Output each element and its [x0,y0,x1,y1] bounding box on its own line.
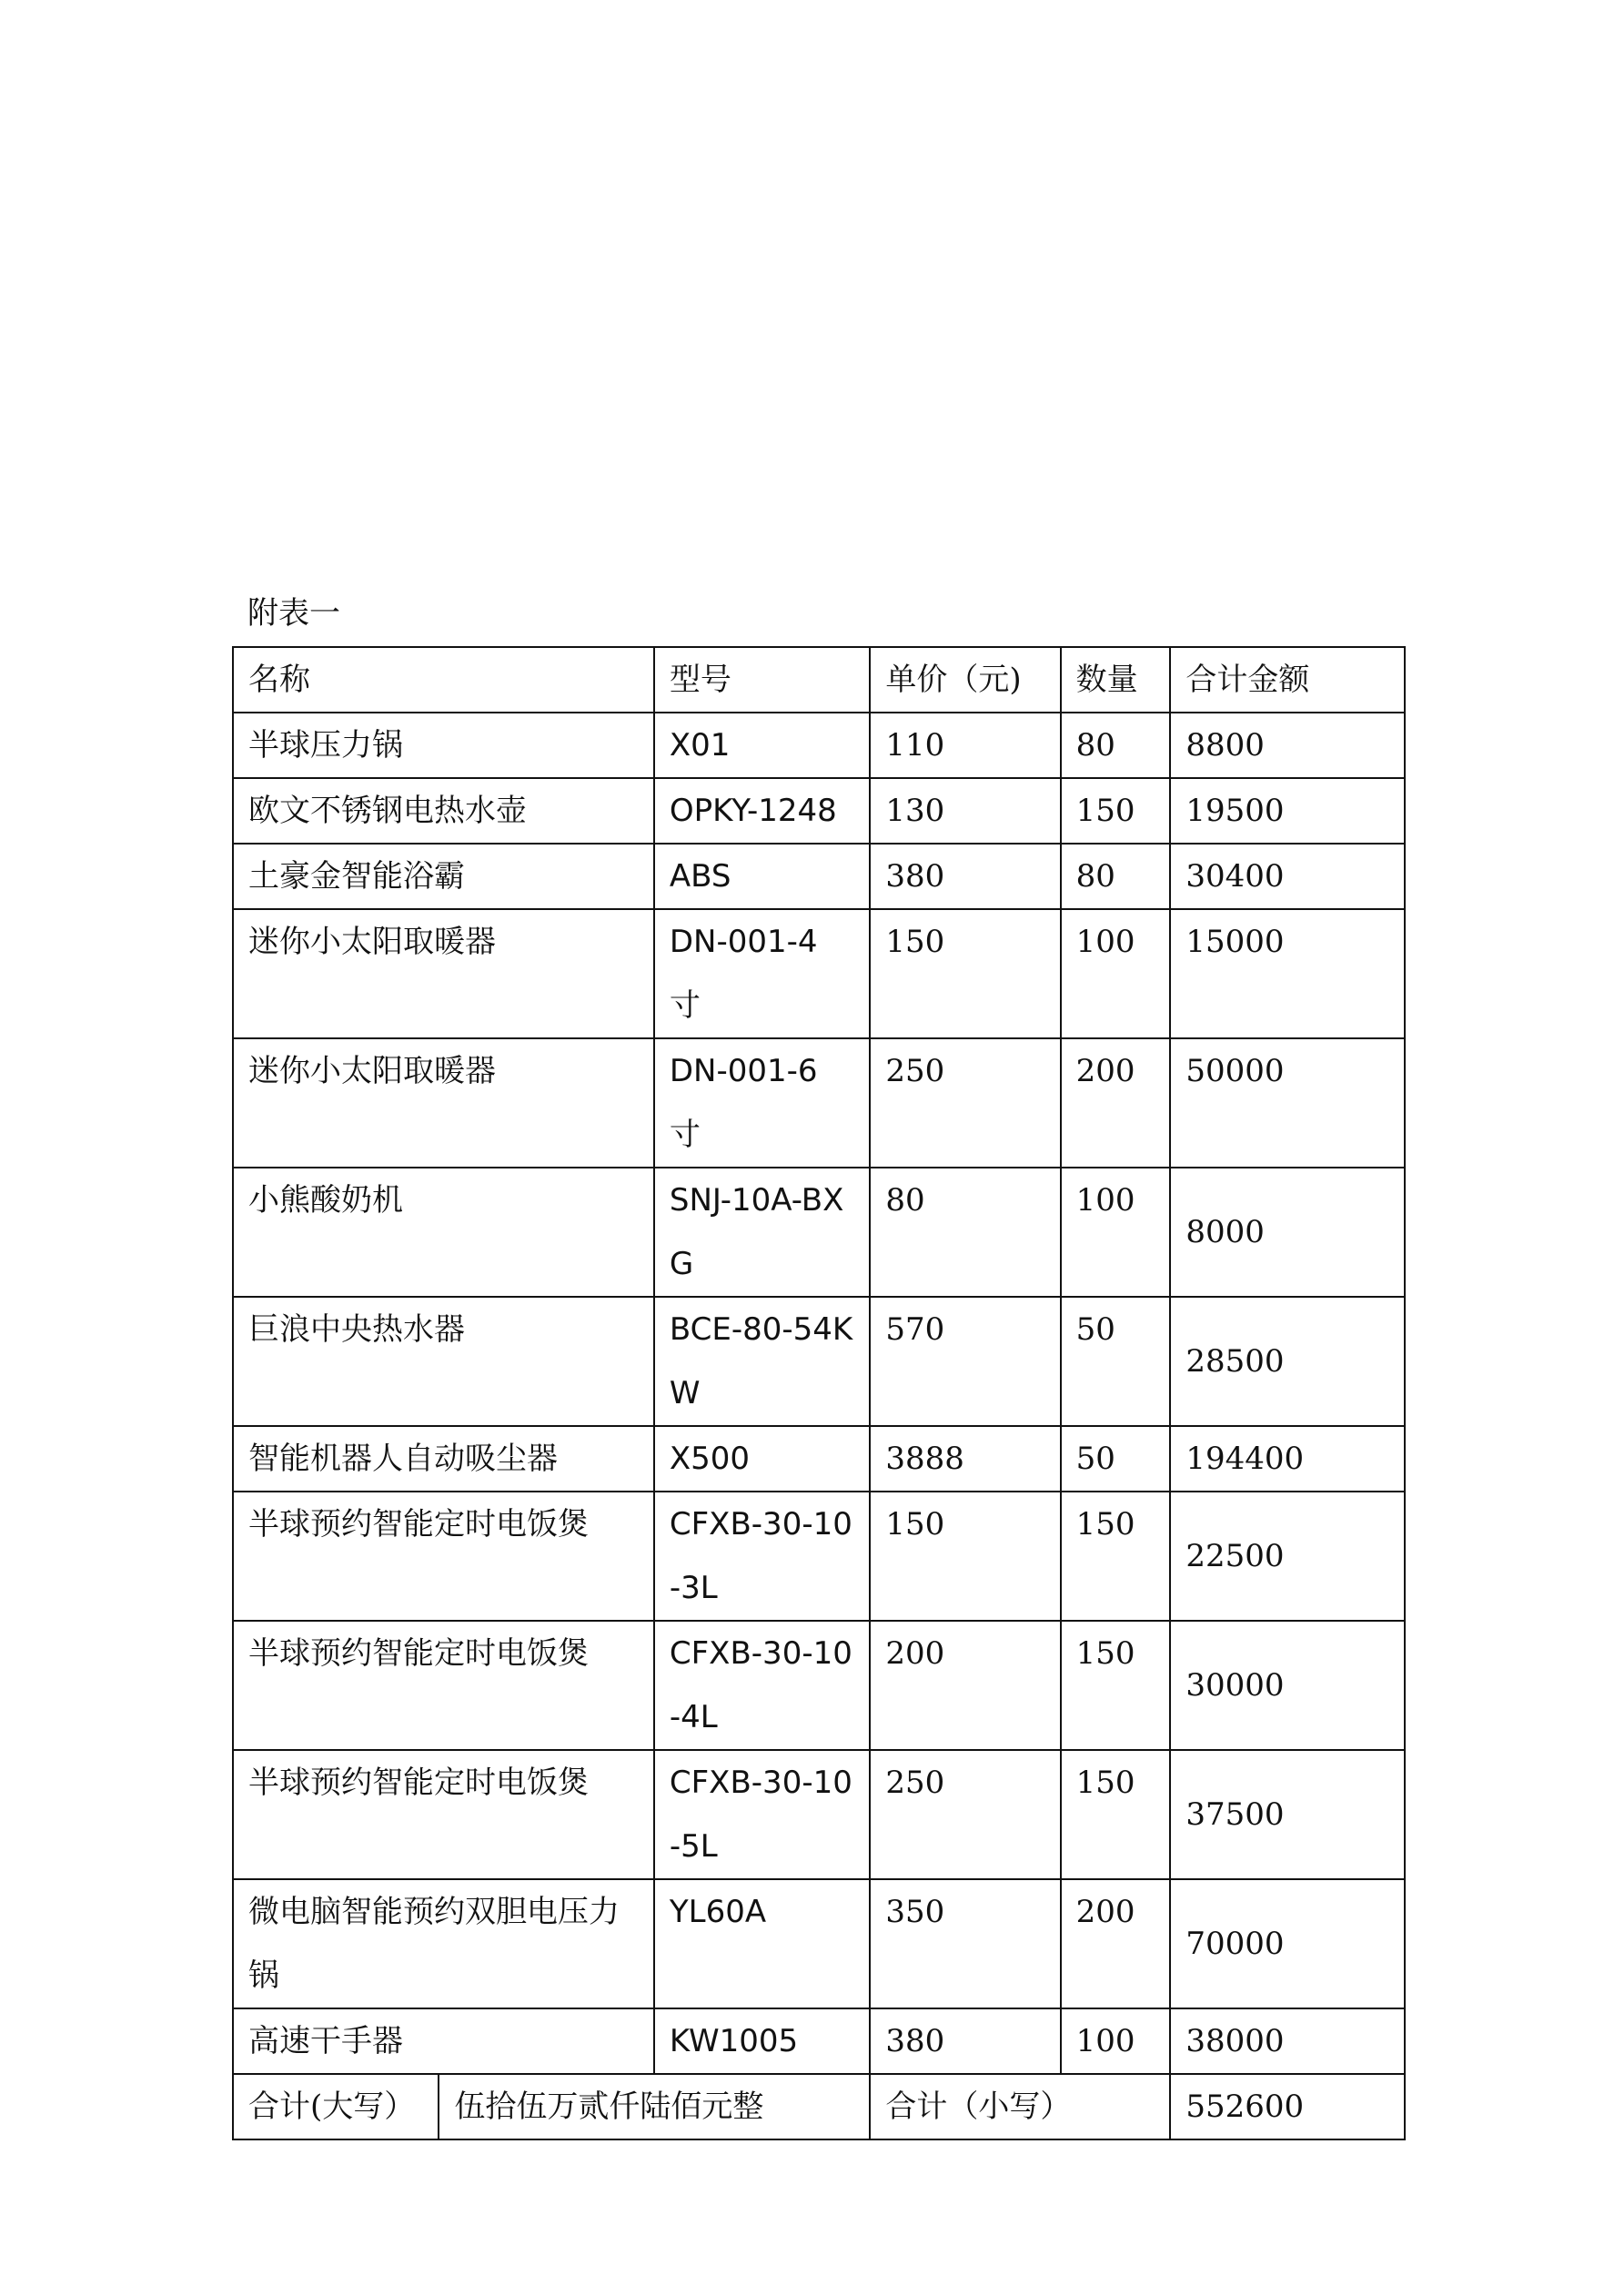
model-cell [654,1038,870,1168]
total-upper-value-text: 伍拾伍万贰仟陆佰元整 [454,2089,764,2125]
table-row [233,1297,1405,1426]
product-name-cell-text: 土豪金智能浴霸 [248,858,465,895]
quantity-cell [1061,909,1171,1038]
quantity-cell-text: 150 [1075,1506,1135,1542]
model-cell-text: ABS [669,858,731,895]
model-cell-text: BCE-80-54KW [669,1311,853,1411]
unit-price-cell-text: 150 [885,1506,945,1542]
total-cell [1170,844,1405,909]
table-row [233,909,1405,1038]
table-row [233,2008,1405,2074]
unit-price-cell-text: 570 [885,1311,945,1348]
product-name-cell-text: 欧文不锈钢电热水壶 [248,793,527,829]
product-name-cell-text: 小熊酸奶机 [248,1182,403,1219]
product-name-cell-text: 高速干手器 [248,2023,403,2059]
model-cell [654,778,870,844]
table-row [233,1750,1405,1879]
model-cell [654,1297,870,1426]
total-upper-label-text: 合计(大写） [248,2089,416,2125]
product-name-cell-text: 半球预约智能定时电饭煲 [248,1635,589,1672]
unit-price-cell-text: 250 [885,1765,945,1801]
table-row [233,844,1405,909]
model-cell [654,2008,870,2074]
header-total [1170,647,1405,713]
header-unit-price [870,647,1060,713]
table-row [233,778,1405,844]
quantity-cell-text: 80 [1075,858,1115,895]
total-cell [1170,713,1405,778]
quantity-cell [1061,713,1171,778]
unit-price-cell-text: 380 [885,858,945,895]
quantity-cell [1061,1038,1171,1168]
model-cell [654,909,870,1038]
quantity-cell-text: 200 [1075,1053,1135,1089]
product-name-cell-text: 巨浪中央热水器 [248,1311,465,1348]
quantity-cell [1061,1750,1171,1879]
total-cell-text: 30000 [1185,1667,1285,1704]
model-cell-text: DN-001-4 寸 [669,924,818,1024]
header-model [654,647,870,713]
quantity-cell-text: 100 [1075,1182,1135,1219]
model-cell-text: OPKY-1248 [669,793,837,829]
unit-price-cell [870,1297,1060,1426]
unit-price-cell [870,909,1060,1038]
table-row [233,1492,1405,1621]
product-name-cell-text: 微电脑智能预约双胆电压力锅 [248,1894,620,1994]
header-quantity [1061,647,1171,713]
product-name-cell [233,1038,654,1168]
total-cell-text: 37500 [1185,1796,1285,1833]
quantity-cell [1061,1879,1171,2008]
total-cell-text: 70000 [1185,1926,1285,1962]
product-table [232,646,1406,2140]
unit-price-cell [870,1426,1060,1492]
summary-row [233,2074,1405,2139]
unit-price-cell-text: 350 [885,1894,945,1930]
quantity-cell [1061,2008,1171,2074]
unit-price-cell [870,1750,1060,1879]
unit-price-cell [870,778,1060,844]
quantity-cell [1061,1492,1171,1621]
quantity-cell-text: 150 [1075,1765,1135,1801]
total-cell-text: 15000 [1185,924,1285,960]
total-lower-value-text: 552600 [1185,2089,1305,2125]
unit-price-cell [870,1621,1060,1750]
total-cell-text: 8000 [1185,1214,1265,1250]
total-cell-text: 8800 [1185,727,1265,764]
header-name-text: 名称 [248,662,310,698]
product-name-cell [233,2008,654,2074]
table-row [233,1038,1405,1168]
table-row [233,1879,1405,2008]
product-name-cell-text: 智能机器人自动吸尘器 [248,1441,558,1477]
product-name-cell [233,713,654,778]
model-cell-text: SNJ-10A-BXG [669,1182,844,1282]
total-cell-text: 50000 [1185,1053,1285,1089]
table-row [233,1426,1405,1492]
unit-price-cell [870,1038,1060,1168]
product-name-cell [233,1297,654,1426]
unit-price-cell [870,844,1060,909]
total-cell [1170,1621,1405,1750]
header-name [233,647,654,713]
total-cell-text: 38000 [1185,2023,1285,2059]
table-row [233,713,1405,778]
model-cell-text: YL60A [669,1894,767,1930]
model-cell [654,1426,870,1492]
unit-price-cell [870,2008,1060,2074]
total-lower-label-text: 合计（小写） [885,2089,1072,2125]
quantity-cell-text: 50 [1075,1311,1115,1348]
total-cell-text: 22500 [1185,1538,1285,1574]
unit-price-cell [870,1168,1060,1297]
model-cell-text: CFXB-30-10-4L [669,1635,852,1735]
model-cell-text: X01 [669,727,731,764]
quantity-cell [1061,844,1171,909]
product-name-cell [233,1168,654,1297]
total-upper-label [233,2074,439,2139]
unit-price-cell-text: 150 [885,924,945,960]
unit-price-cell [870,713,1060,778]
quantity-cell-text: 80 [1075,727,1115,764]
total-cell [1170,1879,1405,2008]
model-cell [654,1621,870,1750]
total-cell-text: 28500 [1185,1343,1285,1380]
total-upper-value [439,2074,870,2139]
table-body [233,647,1405,2139]
table-row [233,1168,1405,1297]
model-cell [654,1492,870,1621]
unit-price-cell [870,1879,1060,2008]
total-cell-text: 194400 [1185,1441,1305,1477]
total-cell [1170,1492,1405,1621]
total-cell [1170,909,1405,1038]
unit-price-cell-text: 380 [885,2023,945,2059]
quantity-cell [1061,1168,1171,1297]
unit-price-cell-text: 80 [885,1182,925,1219]
quantity-cell-text: 150 [1075,793,1135,829]
product-name-cell [233,1750,654,1879]
model-cell-text: CFXB-30-10-5L [669,1765,852,1865]
total-cell [1170,2008,1405,2074]
total-cell [1170,1426,1405,1492]
quantity-cell [1061,1297,1171,1426]
model-cell [654,1750,870,1879]
model-cell [654,844,870,909]
product-name-cell [233,909,654,1038]
total-cell-text: 19500 [1185,793,1285,829]
total-lower-value [1170,2074,1405,2139]
product-name-cell-text: 半球预约智能定时电饭煲 [248,1765,589,1801]
model-cell [654,1168,870,1297]
product-name-cell [233,1879,654,2008]
table-row [233,1621,1405,1750]
unit-price-cell-text: 3888 [885,1441,964,1477]
unit-price-cell-text: 130 [885,793,945,829]
unit-price-cell-text: 200 [885,1635,945,1672]
product-name-cell [233,1492,654,1621]
model-cell [654,1879,870,2008]
product-name-cell-text: 迷你小太阳取暖器 [248,924,496,960]
model-cell-text: CFXB-30-10-3L [669,1506,852,1606]
quantity-cell [1061,778,1171,844]
total-cell-text: 30400 [1185,858,1285,895]
unit-price-cell [870,1492,1060,1621]
table-header-row [233,647,1405,713]
total-cell [1170,1297,1405,1426]
product-name-cell [233,1426,654,1492]
quantity-cell [1061,1426,1171,1492]
total-cell [1170,1750,1405,1879]
quantity-cell-text: 100 [1075,924,1135,960]
unit-price-cell-text: 110 [885,727,945,764]
product-name-cell-text: 半球预约智能定时电饭煲 [248,1506,589,1542]
header-quantity-text: 数量 [1075,662,1138,698]
total-cell [1170,1038,1405,1168]
product-name-cell [233,778,654,844]
table-caption: 附表一 [247,595,340,632]
model-cell [654,713,870,778]
quantity-cell [1061,1621,1171,1750]
product-name-cell-text: 半球压力锅 [248,727,403,764]
quantity-cell-text: 200 [1075,1894,1135,1930]
header-model-text: 型号 [669,662,731,698]
quantity-cell-text: 50 [1075,1441,1115,1477]
product-name-cell [233,844,654,909]
header-unit-price-text: 单价（元) [885,662,1022,698]
total-cell [1170,778,1405,844]
model-cell-text: DN-001-6 寸 [669,1053,818,1153]
quantity-cell-text: 100 [1075,2023,1135,2059]
product-name-cell-text: 迷你小太阳取暖器 [248,1053,496,1089]
total-lower-label [870,2074,1170,2139]
product-name-cell [233,1621,654,1750]
total-cell [1170,1168,1405,1297]
model-cell-text: X500 [669,1441,751,1477]
model-cell-text: KW1005 [669,2023,799,2059]
header-total-text: 合计金额 [1185,662,1310,698]
unit-price-cell-text: 250 [885,1053,945,1089]
quantity-cell-text: 150 [1075,1635,1135,1672]
